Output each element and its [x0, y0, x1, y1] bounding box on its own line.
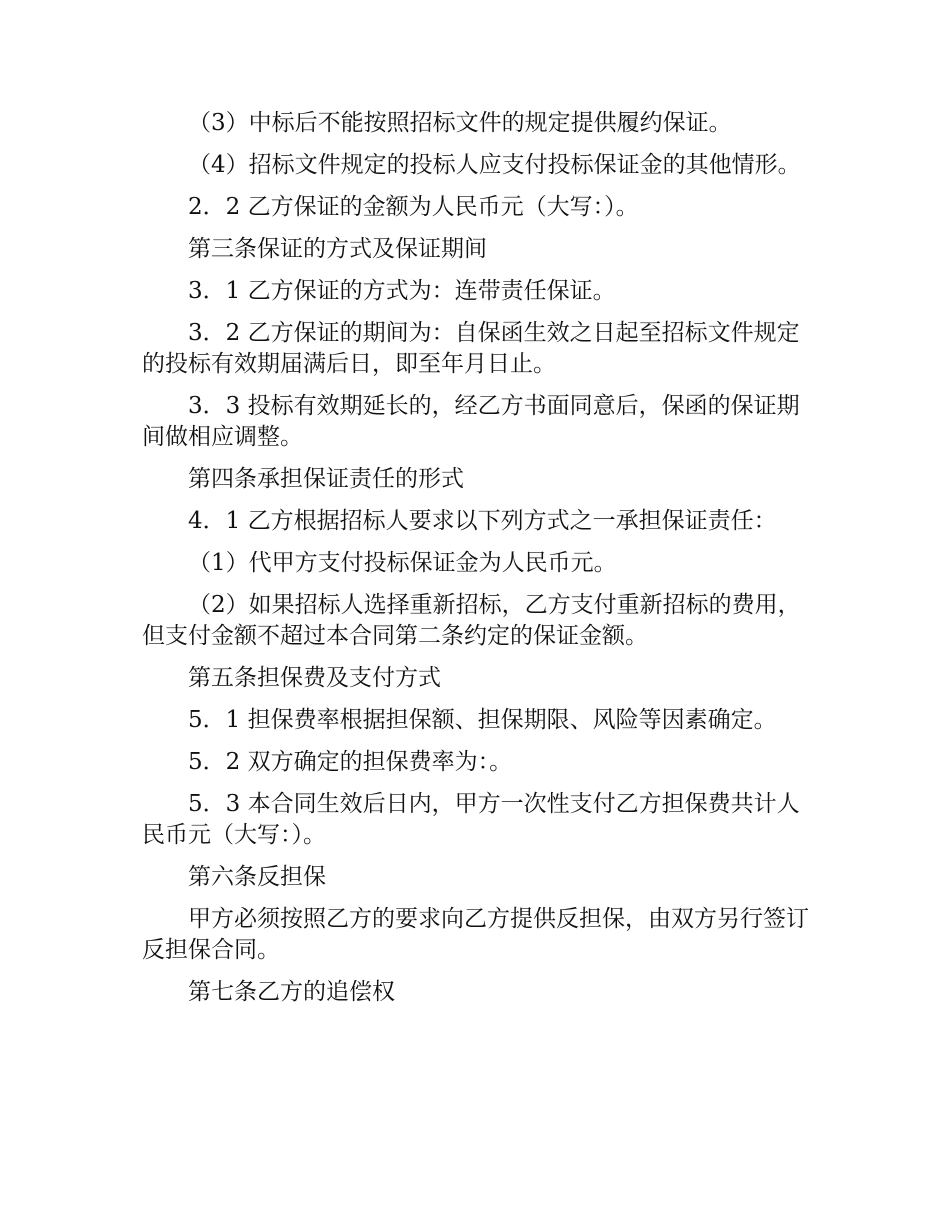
document-body: [142, 108, 812, 1019]
paragraph-5-2: 5．2 双方确定的担保费率为：。: [188, 749, 513, 775]
paragraph-4-1: 4．1 乙方根据招标人要求以下列方式之一承担保证责任：: [188, 508, 777, 534]
section-heading-article-5: 第五条担保费及支付方式: [188, 665, 441, 691]
section-heading-article-4: 第四条承担保证责任的形式: [188, 466, 464, 492]
paragraph-4-1-item-1: （1）代甲方支付投标保证金为人民币元。: [188, 550, 617, 576]
section-heading-article-3: 第三条保证的方式及保证期间: [188, 236, 487, 262]
paragraph-3-2: 3．2 乙方保证的期间为：自保函生效之日起至招标文件规定的投标有效期届满后日，即至年月日止。: [142, 320, 800, 377]
paragraph-clause-4: （4）招标文件规定的投标人应支付投标保证金的其他情形。: [188, 152, 801, 178]
paragraph-3-1: 3．1 乙方保证的方式为：连带责任保证。: [188, 278, 616, 304]
paragraph-6: 甲方必须按照乙方的要求向乙方提供反担保，由双方另行签订反担保合同。: [142, 906, 809, 963]
paragraph-3-3: 3．3 投标有效期延长的，经乙方书面同意后，保函的保证期间做相应调整。: [142, 393, 800, 450]
section-heading-article-6: 第六条反担保: [188, 864, 326, 890]
section-heading-article-7: 第七条乙方的追偿权: [188, 979, 395, 1005]
paragraph-2-2: 2．2 乙方保证的金额为人民币元（大写：）。: [188, 194, 639, 220]
paragraph-5-3: 5．3 本合同生效后日内，甲方一次性支付乙方担保费共计人民币元（大写：）。: [142, 791, 800, 848]
paragraph-5-1: 5．1 担保费率根据担保额、担保期限、风险等因素确定。: [188, 707, 777, 733]
paragraph-clause-3: （3）中标后不能按照招标文件的规定提供履约保证。: [188, 110, 732, 136]
paragraph-4-1-item-2: （2）如果招标人选择重新招标，乙方支付重新招标的费用，但支付金额不超过本合同第二条约定的保证金额。: [142, 592, 801, 649]
